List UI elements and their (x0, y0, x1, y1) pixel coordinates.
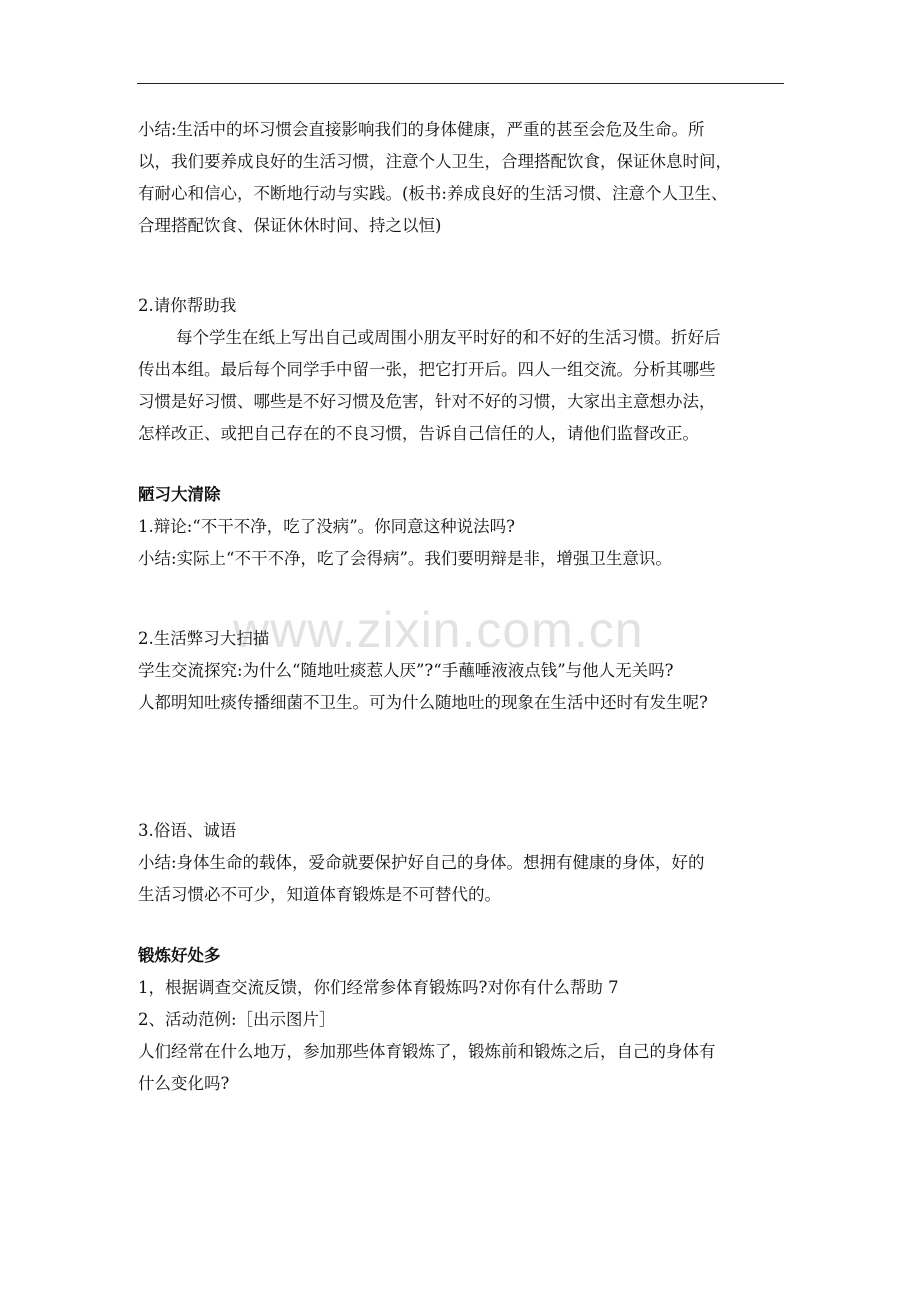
section-exercise (138, 940, 810, 1100)
text-line: 生活习惯必不可少，知道体育锻炼是不可替代的。 (138, 885, 501, 904)
section-heading: 陋习大清除 (138, 485, 221, 504)
text-line: 人都明知吐痰传播细菌不卫生。可为什么随地吐的现象在生活中还时有发生呢? (138, 693, 708, 712)
text-line: 2、活动范例:［出示图片］ (138, 1010, 336, 1029)
text-line: 什么变化吗? (138, 1074, 230, 1093)
text-line: 1，根据调查交流反馈，你们经常参体育锻炼吗?对你有什么帮助 7 (138, 978, 619, 997)
section-proverbs (138, 815, 810, 911)
text-line: 1.辩论:“不干不净，吃了没病”。你同意这种说法吗? (138, 517, 516, 536)
section-heading: 锻炼好处多 (138, 946, 221, 965)
document-body (138, 114, 810, 1100)
text-line: 合理搭配饮食、保证休休时间、持之以恒) (138, 216, 442, 235)
text-line: 有耐心和信心，不断地行动与实践。(板书:养成良好的生活习惯、注意个人卫生、 (138, 184, 728, 203)
text-line: 每个学生在纸上写出自己或周围小朋友平时好的和不好的生活习惯。折好后 (176, 328, 721, 347)
summary-paragraph (138, 114, 810, 242)
text-line: 以，我们要养成良好的生活习惯，注意个人卫生，合理搭配饮食，保证休息时间， (138, 152, 732, 171)
text-line: 小结:身体生命的载体，爱命就要保护好自己的身体。想拥有健康的身体，好的 (138, 853, 705, 872)
text-line: 小结:实际上“不干不净，吃了会得病”。我们要明辩是非，增强卫生意识。 (138, 549, 672, 568)
text-line: 小结:生活中的坏习惯会直接影响我们的身体健康，严重的甚至会危及生命。所 (138, 120, 705, 139)
text-line: 学生交流探究:为什么“随地吐痰惹人厌”?“手蘸唾液液点钱”与他人无关吗? (138, 661, 674, 680)
section-habit-scan (138, 623, 810, 719)
text-line: 传出本组。最后每个同学手中留一张，把它打开后。四人一组交流。分析其哪些 (138, 360, 716, 379)
header-rule (137, 83, 784, 84)
subsection-title: 3.俗语、诚语 (138, 821, 237, 840)
text-line: 习惯是好习惯、哪些是不好习惯及危害，针对不好的习惯，大家出主意想办法， (138, 392, 716, 411)
text-line: 怎样改正、或把自己存在的不良习惯，告诉自己信任的人，请他们监督改正。 (138, 424, 699, 443)
subsection-title: 2.请你帮助我 (138, 296, 237, 315)
section-help-me (138, 290, 810, 450)
section-bad-habits (138, 479, 810, 575)
watermark: www.zixin.com.cn (233, 602, 644, 658)
text-line: 人们经常在什么地万，参加那些体育锻炼了，锻炼前和锻炼之后，自己的身体有 (138, 1042, 716, 1061)
subsection-title: 2.生活弊习大扫描 (138, 629, 270, 648)
